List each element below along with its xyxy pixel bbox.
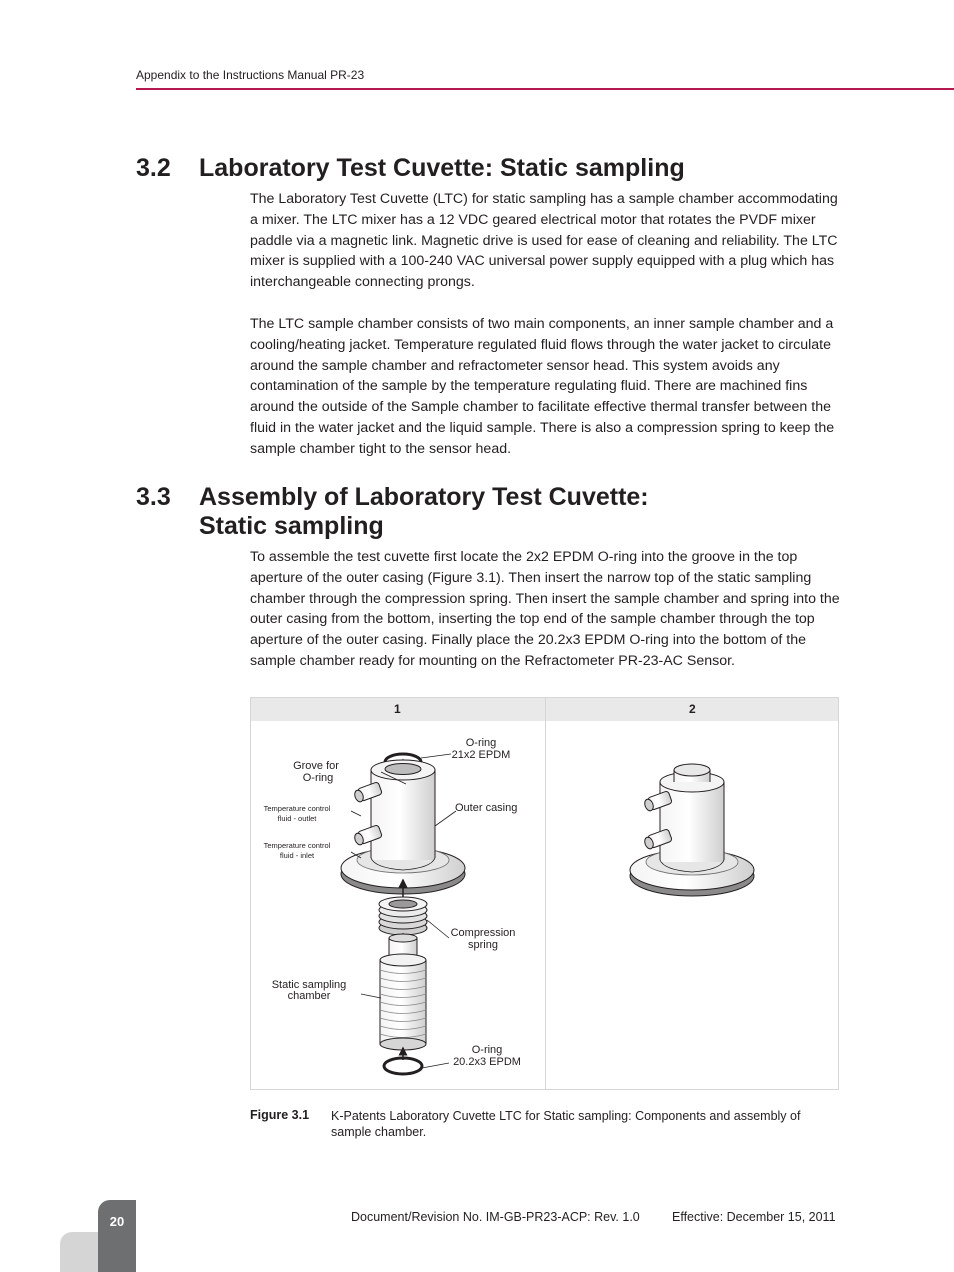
figure-3-1 (250, 697, 839, 1090)
cuvette-drawing (251, 698, 840, 1091)
page-number: 20 (109, 1214, 125, 1229)
effective-date: Effective: December 15, 2011 (672, 1210, 836, 1224)
section-3-3-title-line-1: Assembly of Laboratory Test Cuvette: (199, 483, 649, 511)
label-temp-outlet-2: fluid - outlet (277, 814, 317, 823)
outer-casing-shape (341, 760, 465, 894)
header-rule (136, 88, 954, 90)
label-oring-top-2: 21x2 EPDM (451, 749, 511, 761)
section-3-2-paragraph-2: The LTC sample chamber consists of two main components, an inner sample chamber and a cooling/heating jacket. Temperature regulated fluid flows through the water jacket to circulate around the sample chamber and refractometer sensor head. This system avoids any contamination of the sample by the temperature regulating fluid. There are machined fins around the outside of the Sample chamber to facilitate effective thermal transfer between the fluid in the water jacket and the liquid sample. There is also a compression spring to keep the sample chamber tight to the sensor head. (250, 316, 835, 457)
section-3-2-paragraph-1: The Laboratory Test Cuvette (LTC) for static sampling has a sample chamber accommodating a mixer. The LTC mixer has a 12 VDC geared electrical motor that rotates the PVDF mixer paddle via a magnetic link. Magnetic drive is used for ease of cleaning and reliability. The LTC mixer is supplied with a 100-240 VAC universal power supply equipped with a plug which has interchangeable connecting prongs. (250, 191, 838, 291)
section-3-2-heading (136, 154, 685, 183)
document-revision: Document/Revision No. IM-GB-PR23-ACP: Rev. 1.0 (351, 1210, 640, 1224)
label-oring-bottom-1: O-ring (471, 1044, 503, 1056)
figure-caption-text: K-Patents Laboratory Cuvette LTC for Static sampling: Components and assembly of sample chamber. (331, 1109, 801, 1139)
label-chamber-1: Static sampling (271, 979, 347, 991)
section-3-2-number: 3.2 (136, 154, 171, 182)
assembled-view (630, 764, 754, 896)
label-spring-2: spring (468, 939, 498, 951)
section-3-3-number: 3.3 (136, 483, 171, 511)
footer-tab-light (60, 1232, 98, 1272)
figure-caption-label: Figure 3.1 (250, 1108, 310, 1122)
label-groove-1: Grove for (293, 760, 339, 772)
section-3-3-paragraph-1: To assemble the test cuvette first locate the 2x2 EPDM O-ring into the groove in the top aperture of the outer casing (Figure 3.1). Then insert the narrow top of the static sampling chamber through the compression spring. Then insert the sample chamber and spring into the outer casing from the bottom, inserting the top end of the sample chamber through the top aperture of the outer casing. Finally place the 20.2x3 EPDM O-ring into the bottom of the sample chamber ready for mounting on the Refractometer PR-23-AC Sensor. (250, 549, 840, 669)
label-spring-1: Compression (450, 927, 516, 939)
section-3-2-title: Laboratory Test Cuvette: Static sampling (199, 154, 685, 182)
figure-column-1-label: 1 (394, 702, 401, 716)
section-3-3-title-line-2: Static sampling (199, 512, 384, 540)
exploded-view (264, 737, 521, 1074)
section-3-3-heading (136, 483, 649, 541)
footer-tab-dark (98, 1200, 136, 1272)
label-groove-2: O-ring (302, 772, 334, 784)
running-header: Appendix to the Instructions Manual PR-23 (136, 68, 365, 82)
label-temp-outlet-1: Temperature control (263, 804, 331, 813)
label-temp-inlet-2: fluid - inlet (279, 851, 315, 860)
label-outer-casing: Outer casing (455, 802, 518, 814)
oring-bottom-shape (384, 1058, 422, 1074)
figure-column-2-label: 2 (689, 702, 696, 716)
compression-spring-shape (379, 897, 427, 935)
sampling-chamber-shape (380, 934, 426, 1050)
label-oring-bottom-2: 20.2x3 EPDM (453, 1056, 521, 1068)
label-oring-top-1: O-ring (465, 737, 497, 749)
label-chamber-2: chamber (287, 990, 331, 1002)
label-temp-inlet-1: Temperature control (263, 841, 331, 850)
